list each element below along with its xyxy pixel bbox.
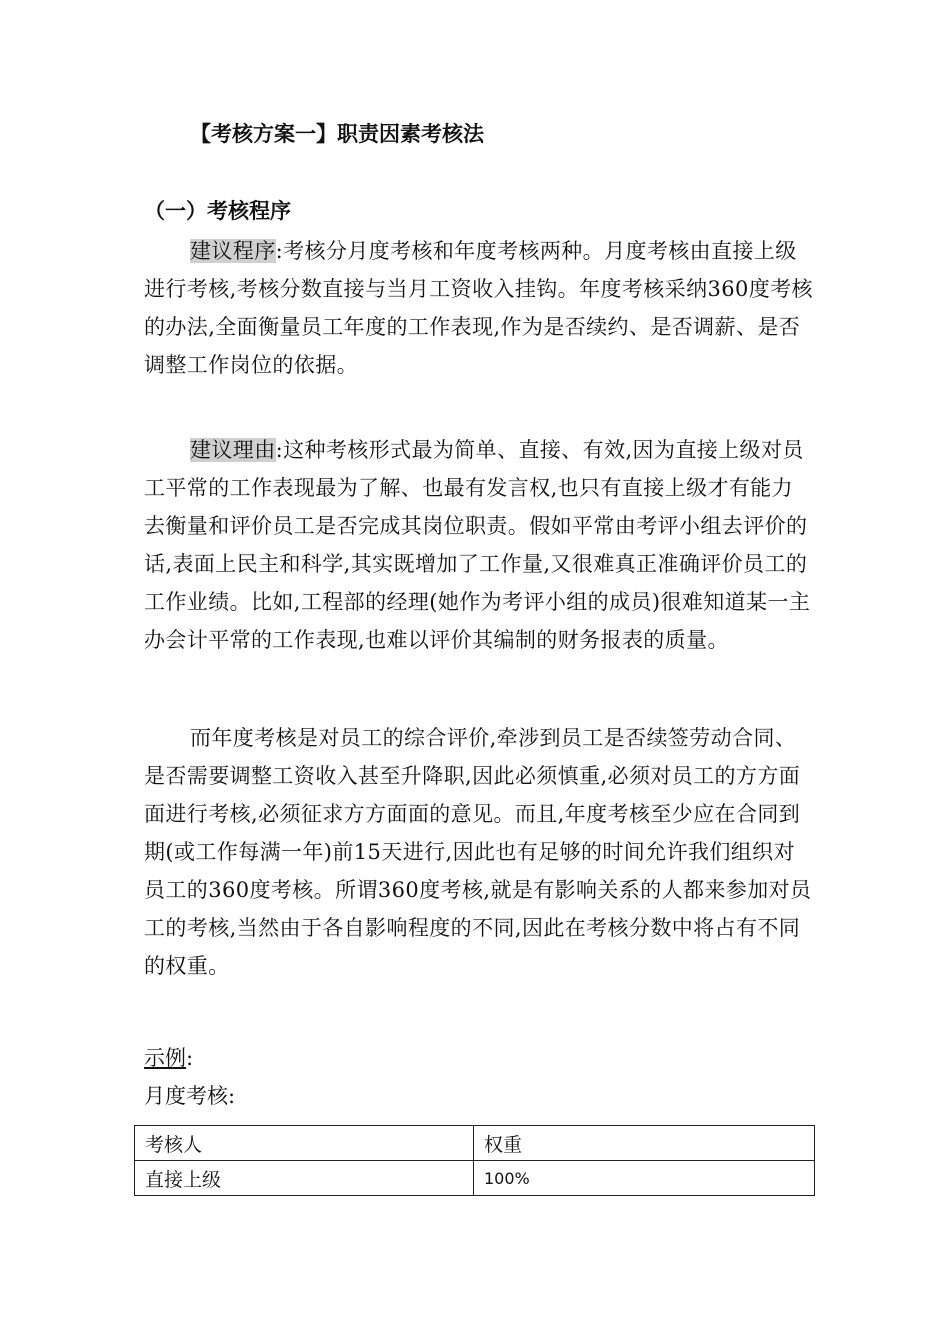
table-cell: 100%	[474, 1161, 815, 1196]
table-header-row	[135, 1126, 815, 1161]
paragraph-text: :考核分月度考核和年度考核两种。月度考核由直接上级进行考核,考核分数直接与当月工资收入挂钩。年度考核采纳360度考核的办法,全面衡量员工年度的工作表现,作为是否续约、是否调薪、是否调整工作岗位的依据。	[144, 239, 813, 377]
monthly-label: 月度考核:	[144, 1084, 236, 1108]
paragraph-procedure	[144, 232, 814, 384]
highlight-label-reason: 建议理由	[190, 438, 276, 462]
example-label: 示例:	[144, 1046, 194, 1070]
paragraph-reason	[144, 431, 814, 659]
paragraph-text: :这种考核形式最为简单、直接、有效,因为直接上级对员工平常的工作表现最为了解、也最有发言权,也只有直接上级才有能力去衡量和评价员工是否完成其岗位职责。假如平常由考评小组去评价的话,表面上民主和科学,其实既增加了工作量,又很难真正准确评价员工的工作业绩。比如,工程部的经理(她作为考评小组的成员)很难知道某一主办会计平常的工作表现,也难以评价其编制的财务报表的质量。	[144, 438, 811, 652]
document-title: 【考核方案一】职责因素考核法	[190, 122, 484, 146]
table-header-cell: 考核人	[135, 1126, 474, 1161]
table-row	[135, 1161, 815, 1196]
table-header-cell: 权重	[474, 1126, 815, 1161]
section-heading: （一）考核程序	[144, 199, 291, 223]
paragraph-annual	[144, 719, 814, 985]
weight-table	[134, 1125, 815, 1196]
table-cell: 直接上级	[135, 1161, 474, 1196]
paragraph-text: 而年度考核是对员工的综合评价,牵涉到员工是否续签劳动合同、是否需要调整工资收入甚至升降职,因此必须慎重,必须对员工的方方面面进行考核,必须征求方方面面的意见。而且,年度考核至少应在合同到期(或工作每满一年)前15天进行,因此也有足够的时间允许我们组织对员工的360度考核。所谓360度考核,就是有影响关系的人都来参加对员工的考核,当然由于各自影响程度的不同,因此在考核分数中将占有不同的权重。	[144, 726, 812, 978]
highlight-label-procedure: 建议程序	[190, 239, 276, 263]
